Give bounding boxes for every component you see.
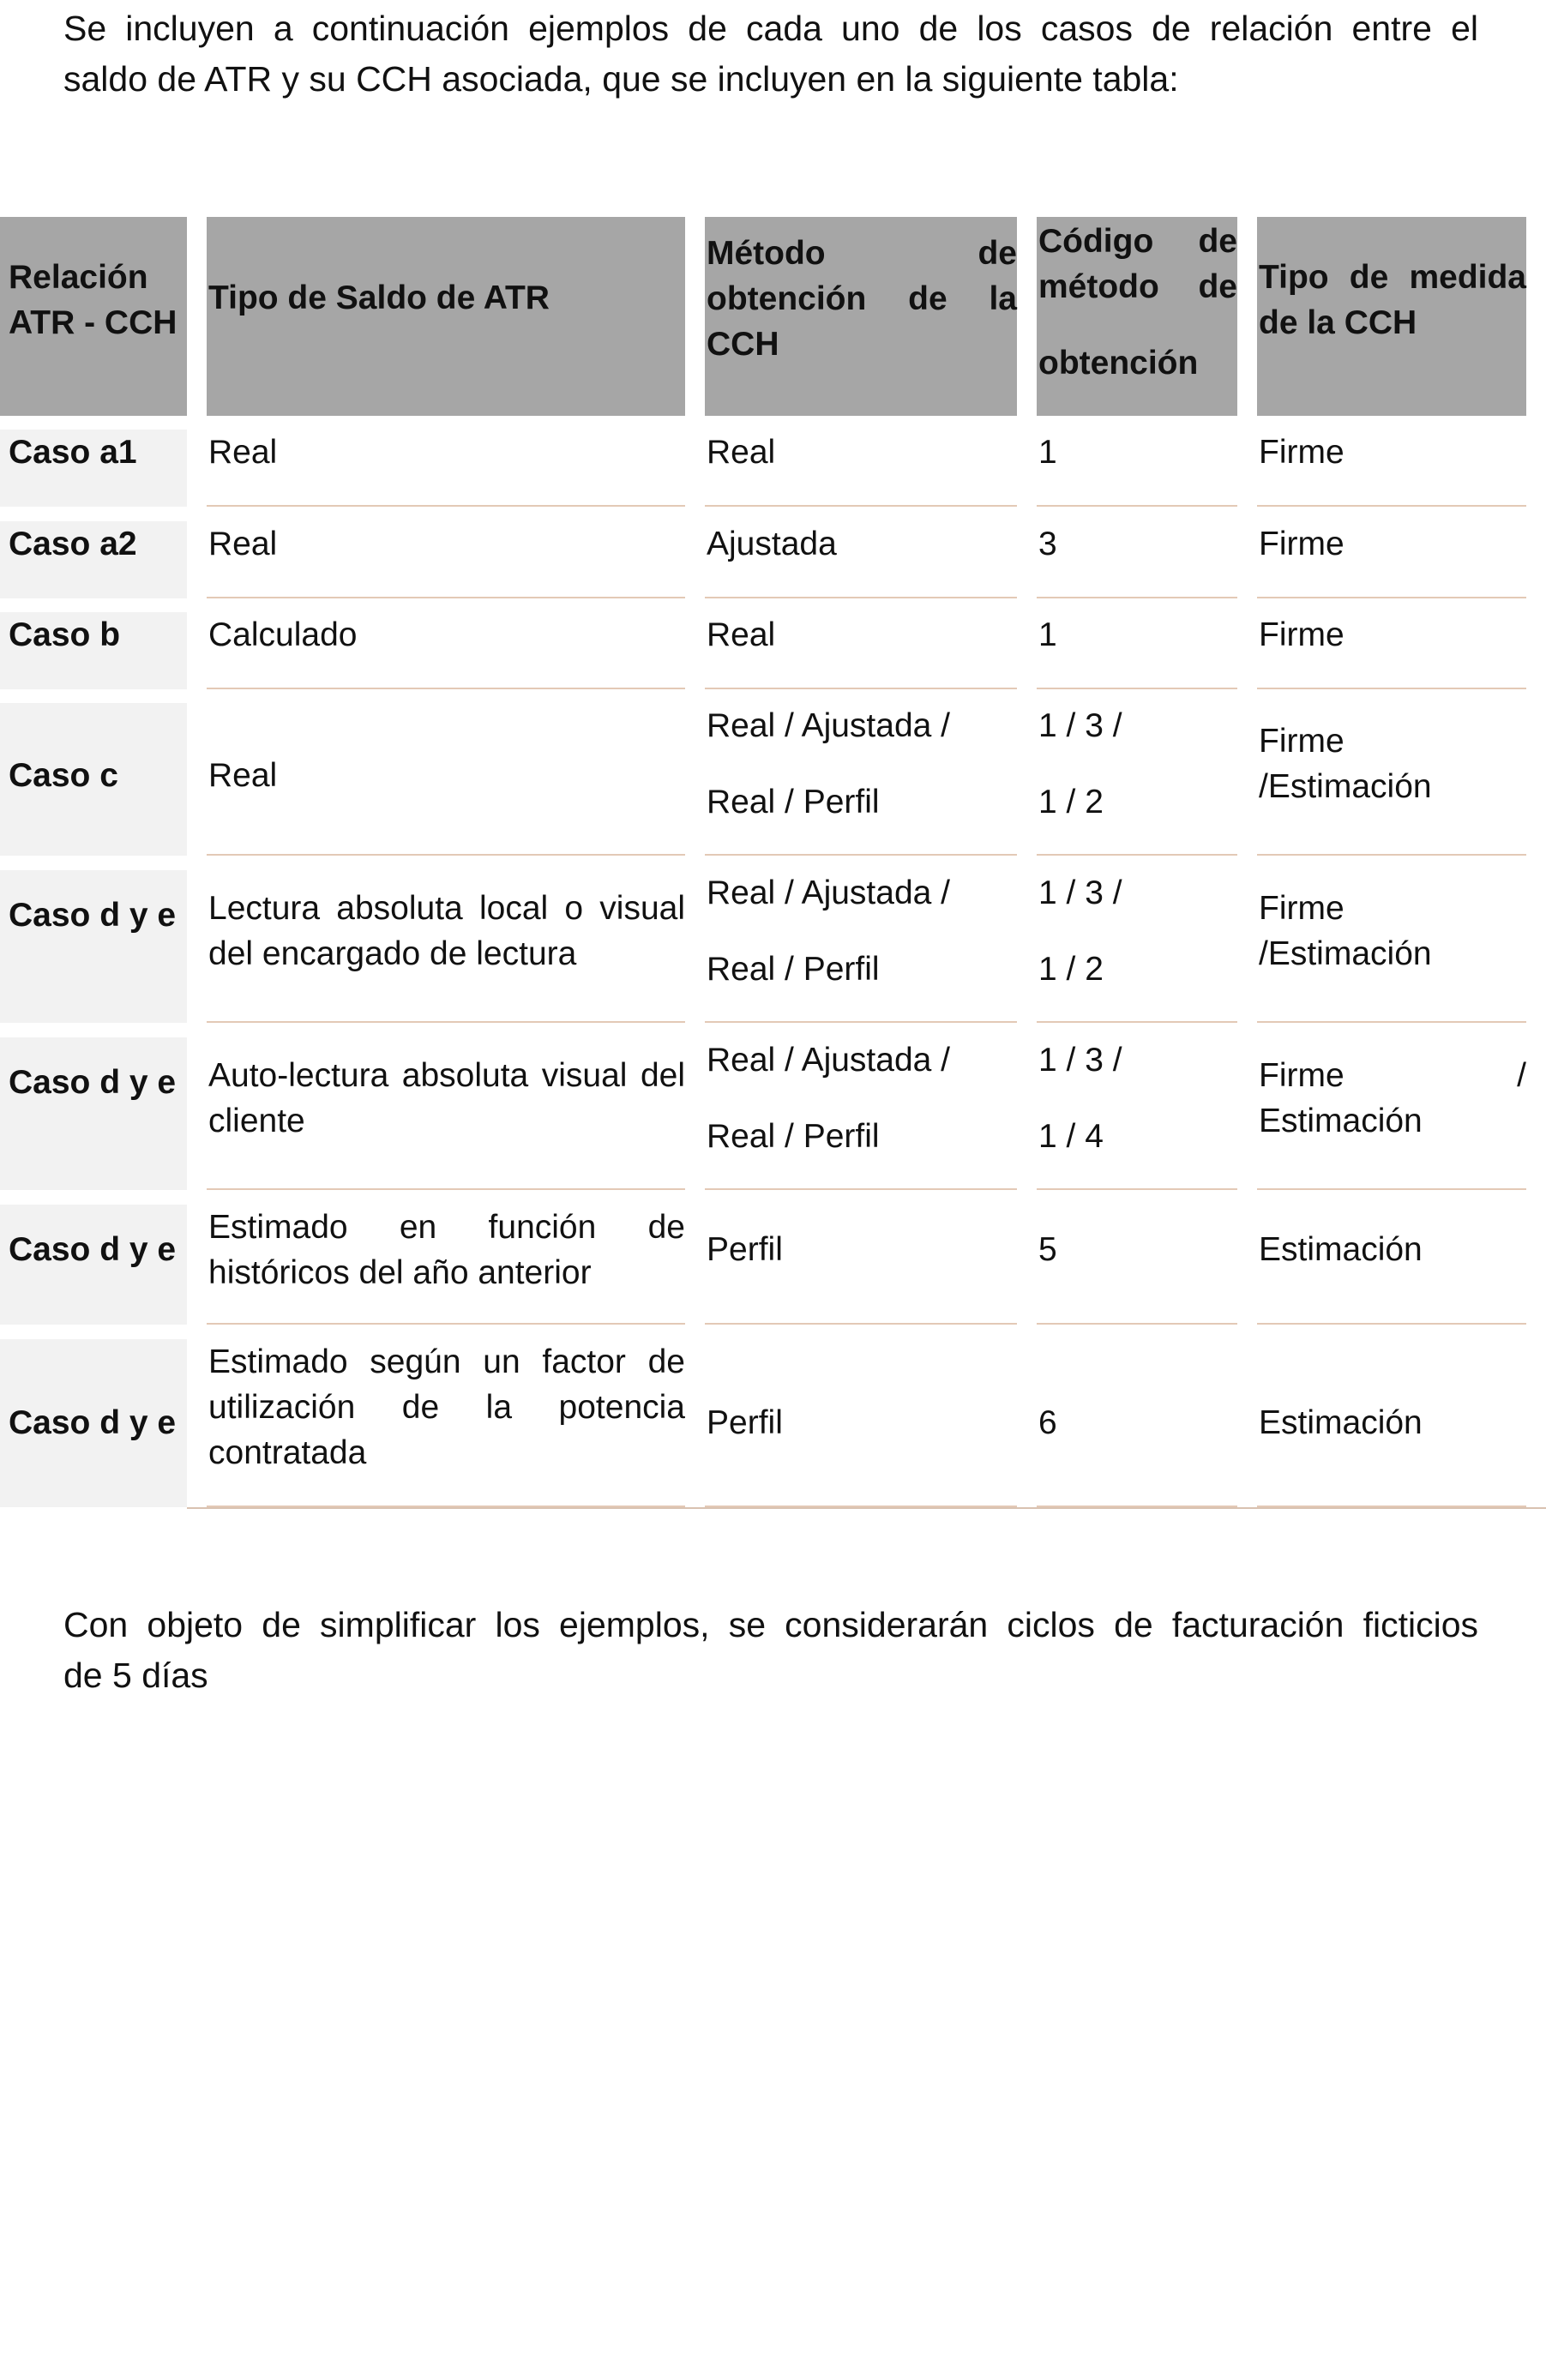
cell-text-line: Caso b bbox=[9, 616, 121, 653]
cell-text-line: Tipo de medida bbox=[1259, 259, 1526, 296]
cell-text-line: Real / Perfil bbox=[707, 1118, 880, 1155]
case-label-cell bbox=[0, 1339, 187, 1507]
cell-text-line: Caso a1 bbox=[9, 434, 137, 471]
cell-text-line: Caso d y e bbox=[9, 897, 177, 934]
cell-text-line: 1 / 3 / bbox=[1038, 707, 1122, 744]
cell-text-line: Real bbox=[707, 616, 776, 653]
cell-text-line: obtención bbox=[1038, 345, 1199, 382]
cell-text-line: contratada bbox=[208, 1434, 367, 1471]
cell-text-line: Perfil bbox=[707, 1404, 783, 1441]
case-label-cell bbox=[0, 612, 187, 689]
header-cell-tipo_saldo bbox=[207, 217, 685, 416]
cell-text-line: Lectura absoluta local o visual bbox=[208, 890, 685, 927]
cell-text-line: Código de bbox=[1038, 223, 1237, 260]
table-cell-medida bbox=[1257, 1205, 1526, 1325]
cell-text-line: 1 bbox=[1038, 616, 1057, 653]
table-cell-codigo bbox=[1037, 430, 1237, 507]
cell-text-line: Auto-lectura absoluta visual del bbox=[208, 1057, 685, 1094]
cell-text-line: Real / Perfil bbox=[707, 784, 880, 820]
header-cell-tipo_medida bbox=[1257, 217, 1526, 416]
cell-text-line: Caso d y e bbox=[9, 1231, 177, 1268]
table-cell-metodo bbox=[705, 1205, 1017, 1325]
case-label-cell bbox=[0, 703, 187, 856]
cell-text-line: 1 / 4 bbox=[1038, 1118, 1104, 1155]
cell-text-line: cliente bbox=[208, 1103, 305, 1139]
cell-text-line: Real bbox=[208, 526, 278, 562]
header-cell-relacion bbox=[0, 217, 187, 416]
table-cell-codigo bbox=[1037, 521, 1237, 598]
table-cell-metodo bbox=[705, 612, 1017, 689]
cell-text-line: Caso c bbox=[9, 757, 118, 794]
intro-paragraph bbox=[63, 3, 1478, 105]
cell-text-line: Firme bbox=[1259, 434, 1344, 471]
cell-text-line: Firme bbox=[1259, 723, 1344, 760]
cell-text-line: Estimado según un factor de bbox=[208, 1343, 685, 1380]
table-cell-codigo bbox=[1037, 703, 1237, 856]
table-cell-medida bbox=[1257, 1339, 1526, 1507]
cell-text-line: Real bbox=[208, 434, 278, 471]
cell-text-line: Relación bbox=[9, 259, 148, 296]
cell-text-line: 5 bbox=[1038, 1231, 1057, 1268]
table-cell-saldo bbox=[207, 612, 685, 689]
cell-text-line: 1 / 2 bbox=[1038, 784, 1104, 820]
cell-text-line: Firme bbox=[1259, 890, 1344, 927]
table-cell-saldo bbox=[207, 1037, 685, 1190]
cell-text-line: 1 / 3 / bbox=[1038, 1042, 1122, 1079]
case-label-cell bbox=[0, 870, 187, 1023]
cell-text-line: CCH bbox=[707, 326, 779, 363]
cell-text-line: /Estimación bbox=[1259, 768, 1432, 805]
table-cell-codigo bbox=[1037, 870, 1237, 1023]
cell-text-line: Ajustada bbox=[707, 526, 837, 562]
table-cell-metodo bbox=[705, 870, 1017, 1023]
cell-text-line: Real bbox=[208, 757, 278, 794]
cell-text-line: Método de bbox=[707, 235, 1017, 272]
cell-text-line: Calculado bbox=[208, 616, 358, 653]
cell-text-line: Perfil bbox=[707, 1231, 783, 1268]
table-cell-medida bbox=[1257, 870, 1526, 1023]
cell-text-line: Caso d y e bbox=[9, 1064, 177, 1101]
cell-text-line: Tipo de Saldo de ATR bbox=[208, 279, 550, 316]
cell-text-line: históricos del año anterior bbox=[208, 1254, 592, 1291]
cell-text-line: del encargado de lectura bbox=[208, 935, 577, 972]
table-cell-metodo bbox=[705, 430, 1017, 507]
cell-text-line: de la CCH bbox=[1259, 304, 1417, 341]
cell-text-line: Caso a2 bbox=[9, 526, 137, 562]
cell-text-line: Real bbox=[707, 434, 776, 471]
table-cell-medida bbox=[1257, 430, 1526, 507]
header-cell-codigo bbox=[1037, 217, 1237, 416]
cell-text-line: Estimación bbox=[1259, 1404, 1423, 1441]
table-bottom-rule bbox=[187, 1507, 1546, 1509]
cell-text-line: Estimado en función de bbox=[208, 1209, 685, 1246]
cell-text-line: utilización de la potencia bbox=[208, 1389, 685, 1426]
cell-text-line: ATR - CCH bbox=[9, 304, 177, 341]
cell-text-line: 6 bbox=[1038, 1404, 1057, 1441]
cell-text-line: 1 / 3 / bbox=[1038, 874, 1122, 911]
table-cell-medida bbox=[1257, 521, 1526, 598]
cell-text-line: método de bbox=[1038, 268, 1237, 305]
table-cell-metodo bbox=[705, 1037, 1017, 1190]
case-label-cell bbox=[0, 1037, 187, 1190]
table-cell-saldo bbox=[207, 870, 685, 1023]
table-cell-medida bbox=[1257, 612, 1526, 689]
cell-text-line: 1 / 2 bbox=[1038, 951, 1104, 988]
cell-text-line: /Estimación bbox=[1259, 935, 1432, 972]
table-cell-codigo bbox=[1037, 1339, 1237, 1507]
case-label-cell bbox=[0, 521, 187, 598]
table-cell-metodo bbox=[705, 521, 1017, 598]
case-label-cell bbox=[0, 1205, 187, 1325]
cell-text-line: Real / Ajustada / bbox=[707, 707, 951, 744]
outro-paragraph bbox=[63, 1600, 1478, 1701]
table-cell-metodo bbox=[705, 1339, 1017, 1507]
table-cell-codigo bbox=[1037, 1205, 1237, 1325]
table-cell-metodo bbox=[705, 703, 1017, 856]
table-cell-saldo bbox=[207, 1205, 685, 1325]
cell-text-line: Caso d y e bbox=[9, 1404, 177, 1441]
outro-line: Con objeto de simplificar los ejemplos, se considerarán ciclos de facturación ficticios bbox=[63, 1605, 1478, 1644]
cell-text-line: Firme bbox=[1259, 616, 1344, 653]
table-cell-medida bbox=[1257, 703, 1526, 856]
table-cell-saldo bbox=[207, 521, 685, 598]
cell-text-line: Real / Ajustada / bbox=[707, 874, 951, 911]
table-cell-saldo bbox=[207, 1339, 685, 1507]
cell-text-line: obtención de la bbox=[707, 280, 1017, 317]
cell-text-line: Firme bbox=[1259, 526, 1344, 562]
outro-line: de 5 días bbox=[63, 1656, 208, 1695]
case-label-cell bbox=[0, 430, 187, 507]
cell-text-line: 1 bbox=[1038, 434, 1057, 471]
table-cell-saldo bbox=[207, 703, 685, 856]
table-cell-medida bbox=[1257, 1037, 1526, 1190]
intro-line: saldo de ATR y su CCH asociada, que se incluyen en la siguiente tabla: bbox=[63, 59, 1179, 99]
table-cell-saldo bbox=[207, 430, 685, 507]
cell-text-line: Estimación bbox=[1259, 1103, 1423, 1139]
cell-text-line: Real / Perfil bbox=[707, 951, 880, 988]
cell-text-line: Firme / bbox=[1259, 1057, 1526, 1094]
cell-text-line: 3 bbox=[1038, 526, 1057, 562]
table-cell-codigo bbox=[1037, 612, 1237, 689]
cell-text-line: Estimación bbox=[1259, 1231, 1423, 1268]
table-cell-codigo bbox=[1037, 1037, 1237, 1190]
cell-text-line: Real / Ajustada / bbox=[707, 1042, 951, 1079]
intro-line: Se incluyen a continuación ejemplos de cada uno de los casos de relación entre el bbox=[63, 9, 1478, 48]
header-cell-metodo bbox=[705, 217, 1017, 416]
